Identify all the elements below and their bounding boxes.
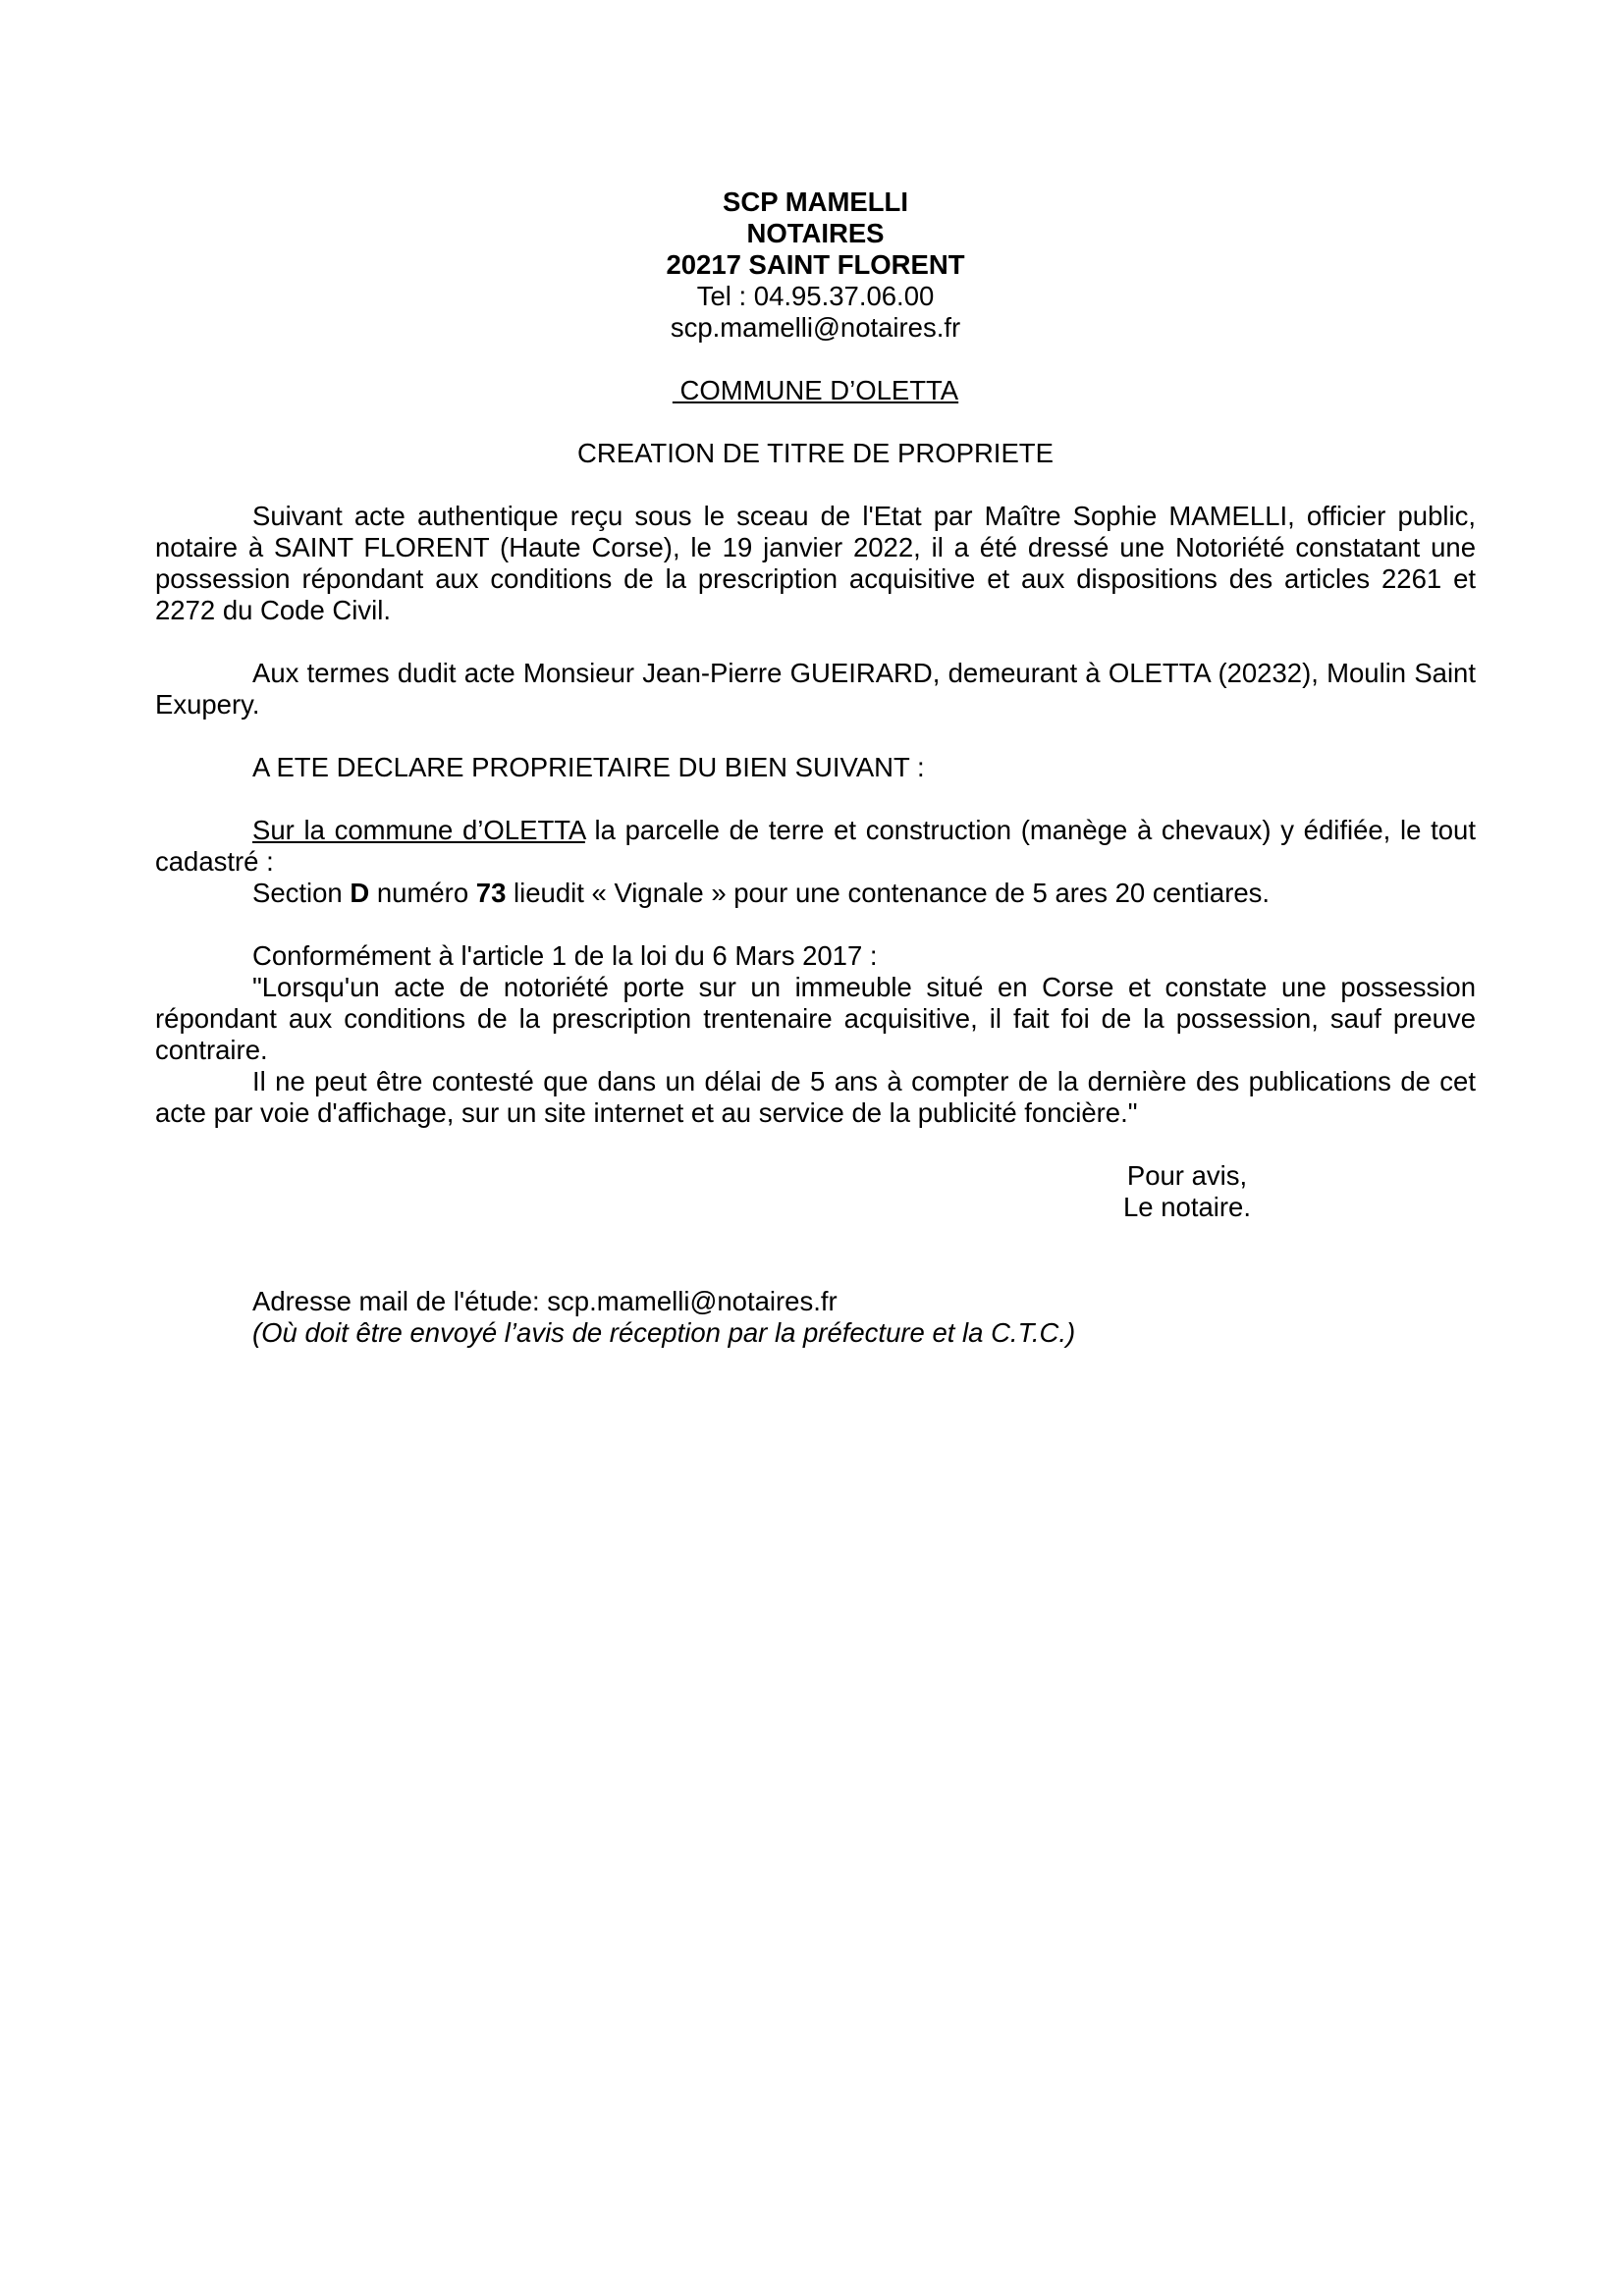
cadastre-mid: numéro (369, 878, 476, 908)
footer-address: Adresse mail de l'étude: scp.mamelli@notaires.fr (252, 1286, 838, 1316)
cadastre-suffix: lieudit « Vignale » pour une contenance de 5 ares 20 centiares. (506, 878, 1271, 908)
bien-description: la parcelle de terre et construction (manège à chevaux) y édifiée, le tout cadastré : (155, 815, 1476, 877)
paragraph-termes: Aux termes dudit acte Monsieur Jean-Pierre GUEIRARD, demeurant à OLETTA (20232), Moulin Saint Exupery. (155, 658, 1476, 720)
cadastre-number: 73 (475, 878, 507, 908)
document-title: CREATION DE TITRE DE PROPRIETE (577, 438, 1054, 468)
commune-title (155, 375, 1476, 406)
quote-contestation: Il ne peut être contesté que dans un délai de 5 ans à compter de la dernière des publications de cet acte par voie d'affichage, sur un site internet et au service de la publicité foncière." (155, 1066, 1476, 1128)
cadastre-line (155, 878, 1476, 909)
paragraph-acte: Suivant acte authentique reçu sous le sceau de l'Etat par Maître Sophie MAMELLI, officier public, notaire à SAINT FLORENT (Haute Corse), le 19 janvier 2022, il a été dressé une Notoriété constatant une possession répondant aux conditions de la prescription acquisitive et aux dispositions des articles 2261 et 2272 du Code Civil. (155, 501, 1476, 625)
firm-city: 20217 SAINT FLORENT (666, 249, 965, 280)
firm-name: SCP MAMELLI (723, 187, 908, 217)
paragraph-loi: Conformément à l'article 1 de la loi du 6 Mars 2017 : (252, 940, 878, 971)
signature-pour-avis: Pour avis, (1126, 1160, 1248, 1191)
paragraph-declaration: A ETE DECLARE PROPRIETAIRE DU BIEN SUIVANT : (252, 752, 925, 782)
commune-title-text: COMMUNE D’OLETTA (672, 375, 959, 405)
quote-notoriete: "Lorsqu'un acte de notoriété porte sur un immeuble situé en Corse et constate une possession répondant aux conditions de la prescription trentenaire acquisitive, il fait foi de la possession, sauf preuve contraire. (155, 972, 1476, 1065)
document-page (155, 187, 1476, 1349)
cadastre-prefix: Section (252, 878, 351, 908)
firm-profession: NOTAIRES (746, 218, 885, 248)
firm-email: scp.mamelli@notaires.fr (670, 312, 961, 343)
paragraph-bien (155, 815, 1476, 878)
cadastre-section: D (350, 878, 370, 908)
signature-notaire: Le notaire. (1123, 1192, 1251, 1222)
firm-phone: Tel : 04.95.37.06.00 (696, 281, 935, 311)
footer-note: (Où doit être envoyé l’avis de réception par la préfecture et la C.T.C.) (252, 1317, 1076, 1348)
commune-underlined: Sur la commune d’OLETTA (252, 815, 585, 845)
